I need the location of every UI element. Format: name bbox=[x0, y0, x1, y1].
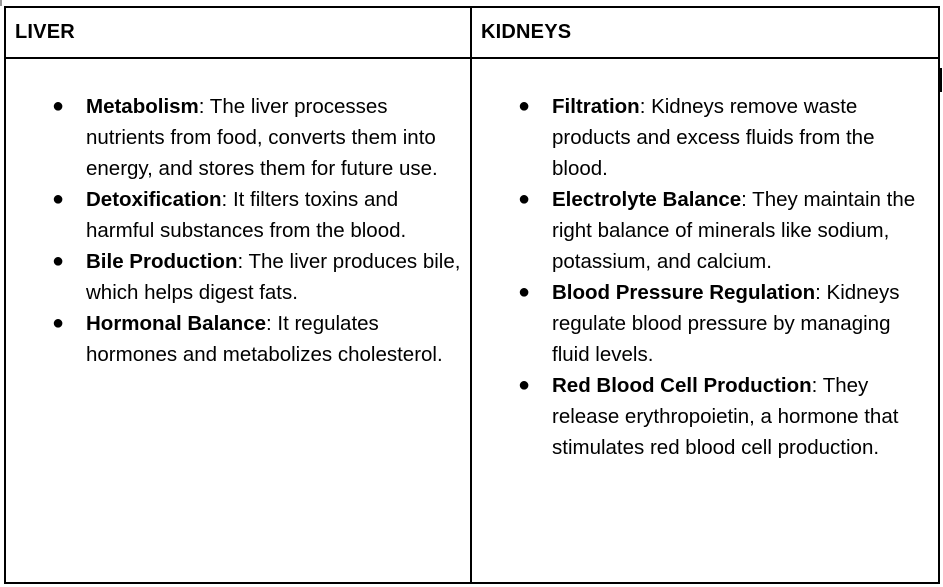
bullet-icon: ● bbox=[52, 312, 65, 334]
kidneys-function-list bbox=[472, 91, 938, 463]
bullet-icon: ● bbox=[518, 188, 531, 210]
list-item bbox=[472, 184, 938, 277]
item-text: : The liver produces bile, which helps digest fats. bbox=[86, 250, 461, 304]
item-text: : The liver processes nutrients from food, converts them into energy, and stores them for future use. bbox=[86, 95, 438, 180]
corner-mark bbox=[0, 0, 2, 6]
item-term: Detoxification bbox=[86, 188, 222, 211]
list-item bbox=[6, 91, 470, 184]
organ-functions-table bbox=[4, 6, 940, 584]
list-item bbox=[472, 277, 938, 370]
item-text: : Kidneys regulate blood pressure by managing fluid levels. bbox=[552, 281, 900, 366]
list-item bbox=[472, 370, 938, 463]
header-cell-liver[interactable]: LIVER bbox=[6, 8, 472, 57]
text-cursor bbox=[940, 68, 942, 92]
item-text: : It regulates hormones and metabolizes cholesterol. bbox=[86, 312, 443, 366]
bullet-icon: ● bbox=[52, 188, 65, 210]
bullet-icon: ● bbox=[518, 374, 531, 396]
item-term: Filtration bbox=[552, 95, 640, 118]
item-term: Red Blood Cell Production bbox=[552, 374, 812, 397]
liver-function-list bbox=[6, 91, 470, 370]
item-term: Blood Pressure Regulation bbox=[552, 281, 816, 304]
item-text: : It filters toxins and harmful substances from the blood. bbox=[86, 188, 407, 242]
bullet-icon: ● bbox=[518, 281, 531, 303]
header-cell-kidneys[interactable]: KIDNEYS bbox=[481, 21, 572, 43]
kidneys-cell[interactable] bbox=[472, 59, 938, 582]
table-body-row bbox=[6, 59, 938, 582]
list-item bbox=[6, 184, 470, 246]
bullet-icon: ● bbox=[52, 95, 65, 117]
item-text: : They maintain the right balance of minerals like sodium, potassium, and calcium. bbox=[552, 188, 916, 273]
item-text: : Kidneys remove waste products and excess fluids from the blood. bbox=[552, 95, 875, 180]
list-item bbox=[6, 308, 470, 370]
item-term: Electrolyte Balance bbox=[552, 188, 742, 211]
item-term: Bile Production bbox=[86, 250, 238, 273]
liver-cell[interactable] bbox=[6, 59, 472, 582]
item-text: : They release erythropoietin, a hormone that stimulates red blood cell production. bbox=[552, 374, 899, 459]
item-term: Metabolism bbox=[86, 95, 199, 118]
list-item bbox=[472, 91, 938, 184]
table-header-row bbox=[6, 8, 938, 59]
item-term: Hormonal Balance bbox=[86, 312, 266, 335]
bullet-icon: ● bbox=[52, 250, 65, 272]
bullet-icon: ● bbox=[518, 95, 531, 117]
list-item bbox=[6, 246, 470, 308]
